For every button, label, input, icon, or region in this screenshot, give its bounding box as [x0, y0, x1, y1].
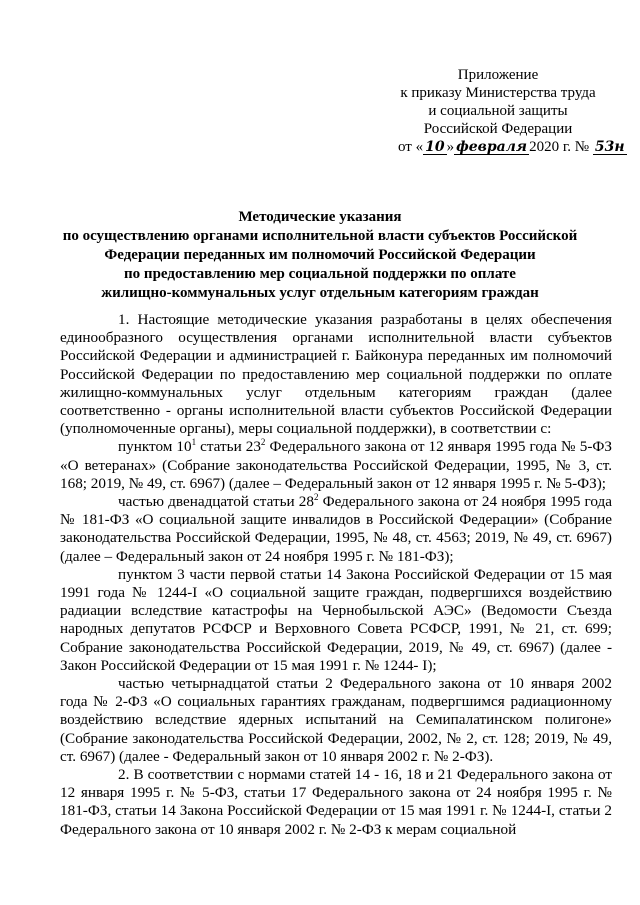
- document-body: [60, 311, 612, 839]
- paragraph-1: 1. Настоящие методические указания разработаны в целях обеспечения единообразного осуществления органами исполнительной власти субъектов Российской Федерации и администрацией г. Байконура переданных им полномочий Российской Федерации по предоставлению мер социальной поддержки по оплате жилищно-коммунальных услуг отдельным категориям граждан (далее соответственно - органы исполнительной власти субъектов Российской Федерации (уполномоченные органы), меры социальной поддержки), в соответствии с:: [60, 311, 612, 438]
- title-line-5: жилищно-коммунальных услуг отдельным категориям граждан: [101, 285, 539, 301]
- appendix-header: [398, 66, 625, 156]
- paragraph-veterans: [60, 438, 612, 493]
- p2-text-c: Федерального закона от 12 января 1995 года № 5-ФЗ «О ветеранах» (Собрание законодательства Российской Федерации, 1995, № 3, ст. 168; 2019, № 49, ст. 6967) (далее – Федеральный закон от 12 января 1995 г. № 5-ФЗ);: [60, 438, 612, 492]
- paragraph-semipalatinsk: частью четырнадцатой статьи 2 Федерального закона от 10 января 2002 года № 2-ФЗ «О социальных гарантиях гражданам, подвергшимся радиационному воздействию вследствие ядерных испытаний на Семипалатинском полигоне» (Собрание законодательства Российской Федерации, 2002, № 2, ст. 128; 2019, № 49, ст. 6967) (далее - Федеральный закон от 10 января 2002 г. № 2-ФЗ).: [60, 675, 612, 765]
- paragraph-2: 2. В соответствии с нормами статей 14 - 16, 18 и 21 Федерального закона от 12 января 1995 г. № 5-ФЗ, статьи 17 Федерального закона от 24 ноября 1995 г. № 181-ФЗ, статьи 14 Закона Российской Федерации от 15 мая 1991 г. № 1244-I, статьи 2 Федерального закона от 10 января 2002 г. № 2-ФЗ к мерам социальной: [60, 766, 612, 838]
- p2-text-b: статьи 23: [196, 438, 261, 456]
- title-line-4: по предоставлению мер социальной поддержки по оплате: [124, 266, 516, 282]
- handwritten-day: 10: [425, 139, 445, 155]
- p2-superscript-1: 1: [191, 437, 197, 448]
- title-line-1: Методические указания: [238, 209, 402, 225]
- appendix-label: Приложение: [457, 67, 539, 83]
- handwritten-order-number: 53н: [594, 139, 625, 155]
- appendix-order-ref: к приказу Министерства труда: [400, 85, 596, 101]
- date-mid: »: [446, 139, 455, 155]
- title-line-3: Федерации переданных им полномочий Российской Федерации: [104, 247, 536, 263]
- p3-superscript: 2: [313, 492, 319, 503]
- p2-superscript-2: 2: [260, 437, 266, 448]
- p3-text-b: Федерального закона от 24 ноября 1995 года № 181-ФЗ «О социальной защите инвалидов в Российской Федерации» (Собрание законодательства Российской Федерации, 1995, № 48, ст. 4563; 2019, № 49, ст. 6967) (далее – Федеральный закон от 24 ноября 1995 г. № 181-ФЗ);: [60, 493, 612, 565]
- appendix-ministry: и социальной защиты: [428, 103, 568, 119]
- p3-text-a: частью двенадцатой статьи 28: [118, 493, 314, 511]
- date-prefix: от «: [398, 139, 424, 155]
- paragraph-disabled: [60, 493, 612, 566]
- title-line-2: по осуществлению органами исполнительной власти субъектов Российской: [62, 228, 578, 244]
- paragraph-chernobyl: пунктом 3 части первой статьи 14 Закона Российской Федерации от 15 мая 1991 года № 1244-I «О социальной защите граждан, подвергшихся воздействию радиации вследствие катастрофы на Чернобыльской АЭС» (Ведомости Съезда народных депутатов РСФСР и Верховного Совета РСФСР, 1991, № 21, ст. 699; Собрание законодательства Российской Федерации, 2019, № 49, ст. 6967) (далее - Закон Российской Федерации от 15 мая 1991 г. № 1244- I);: [60, 565, 612, 674]
- date-year: 2020 г. №: [529, 139, 590, 155]
- p2-text-a: пунктом 10: [118, 438, 192, 456]
- order-date-line: [398, 138, 625, 156]
- appendix-country: Российской Федерации: [423, 121, 573, 137]
- handwritten-month: февраля: [456, 139, 528, 155]
- document-title: [60, 208, 580, 303]
